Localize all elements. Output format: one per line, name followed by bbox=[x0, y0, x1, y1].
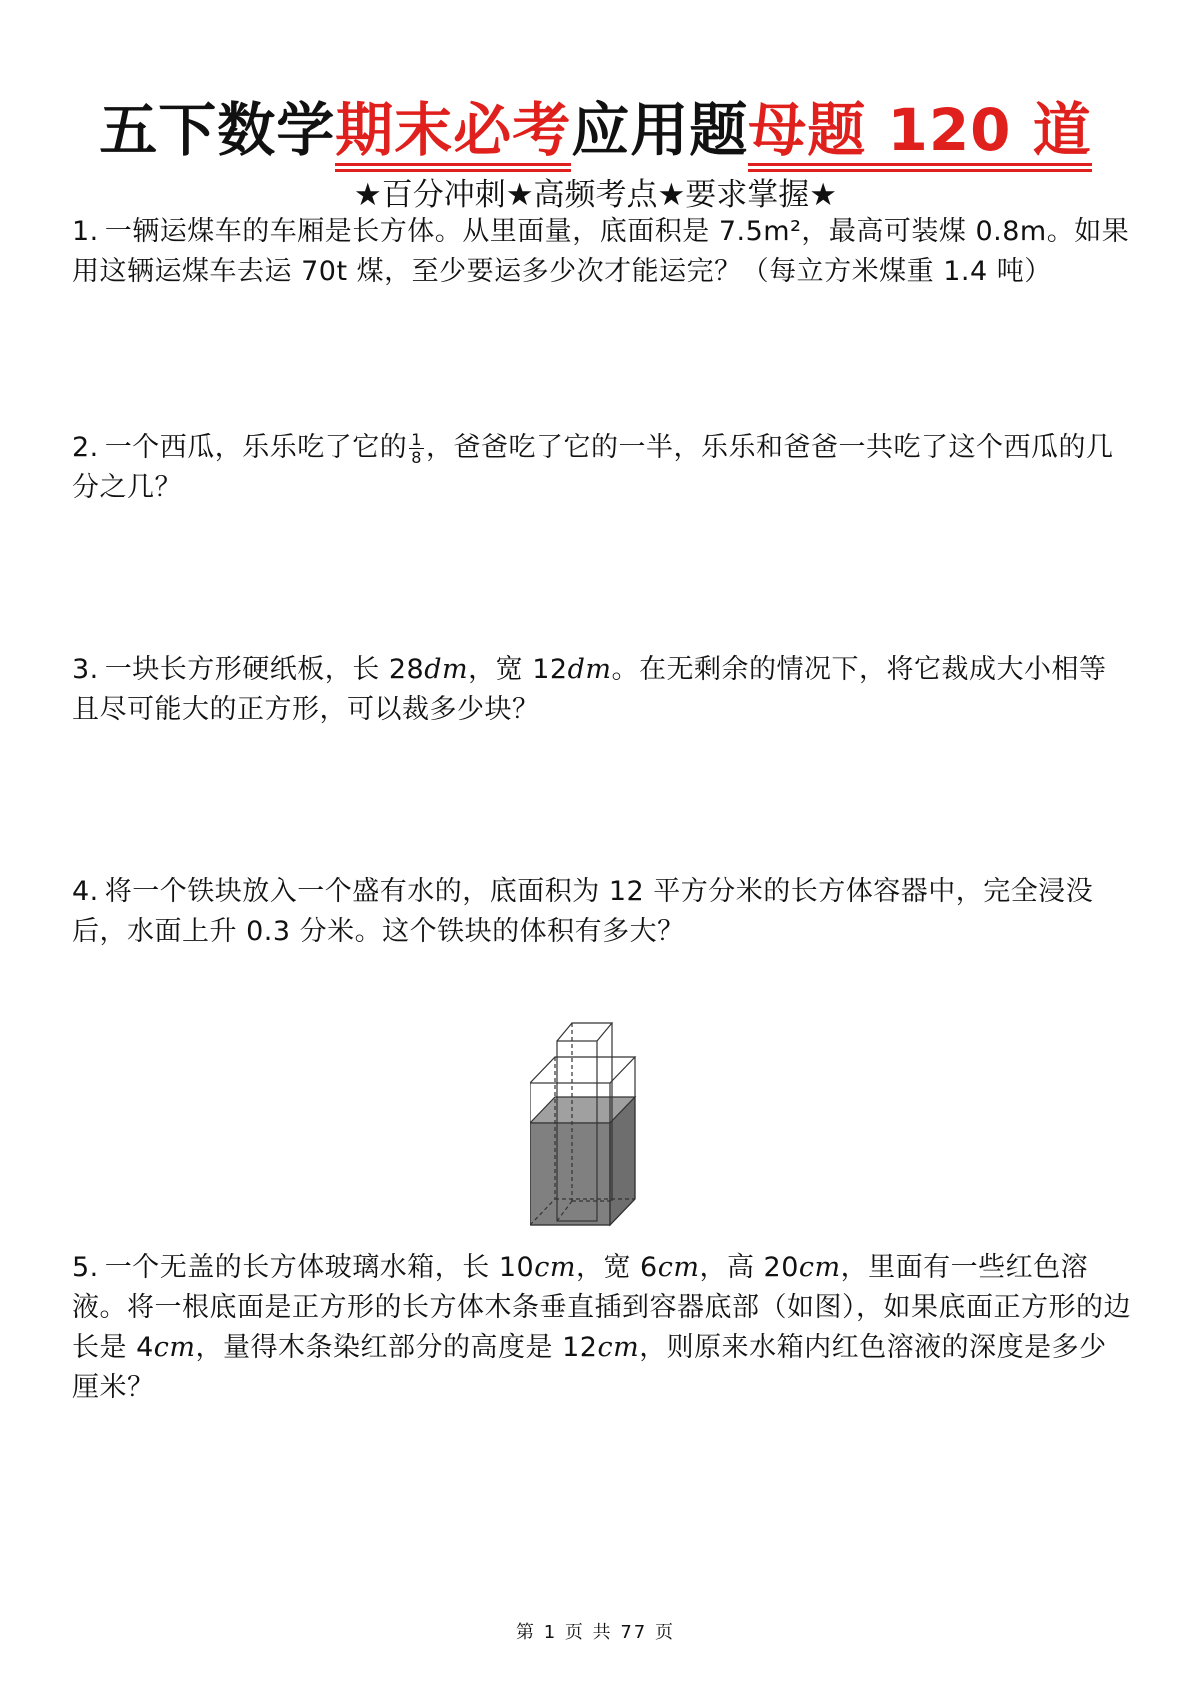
question-text: ，高 20 bbox=[699, 1252, 799, 1283]
question-2 bbox=[72, 428, 1132, 508]
title-part-3: 应用题 bbox=[571, 96, 749, 164]
question-number: 2. bbox=[72, 432, 99, 463]
question-text: 一个无盖的长方体玻璃水箱，长 10 bbox=[104, 1252, 535, 1283]
question-number: 1. bbox=[72, 216, 99, 247]
question-5 bbox=[72, 1248, 1132, 1408]
question-text: ，宽 12 bbox=[468, 654, 568, 685]
page-title bbox=[0, 92, 1191, 168]
unit-cm: cm bbox=[597, 1332, 640, 1363]
title-highlight-1: 期末必考 bbox=[335, 92, 571, 168]
question-text: ，则原来水箱内红色溶液的深度是多少厘米？ bbox=[72, 1332, 1107, 1403]
unit-cm: cm bbox=[534, 1252, 576, 1283]
question-text: ，宽 6 bbox=[575, 1252, 658, 1283]
container-bar-figure bbox=[530, 1015, 665, 1230]
question-3 bbox=[72, 650, 1132, 730]
question-number: 3. bbox=[72, 654, 99, 685]
question-4 bbox=[72, 872, 1132, 952]
question-text: 。在无剩余的情况下，将它裁成大小相等且尽可能大的正方形，可以裁多少块？ bbox=[72, 654, 1107, 725]
unit-cm: cm bbox=[798, 1252, 841, 1283]
question-text: 一块长方形硬纸板，长 28 bbox=[104, 654, 425, 685]
unit-dm: dm bbox=[567, 654, 612, 685]
question-1 bbox=[72, 212, 1132, 292]
unit-cm: cm bbox=[657, 1252, 700, 1283]
question-text: 一辆运煤车的车厢是长方体。从里面量，底面积是 7.5m²，最高可装煤 0.8m。如果用这辆运煤车去运 70t 煤，至少要运多少次才能运完？（每立方米煤重 1.4 吨） bbox=[72, 216, 1130, 287]
page-subtitle: ★百分冲刺★高频考点★要求掌握★ bbox=[353, 177, 838, 213]
page-footer: 第 1 页 共 77 页 bbox=[516, 1622, 675, 1643]
question-text-b: ，爸爸吃了它的一半，乐乐和爸爸一共吃了这个西瓜的几分之几？ bbox=[72, 432, 1114, 503]
unit-cm: cm bbox=[153, 1332, 196, 1363]
question-text-a: 一个西瓜，乐乐吃了它的 bbox=[104, 432, 408, 463]
question-text: ，里面有一些红色溶液。将一根底面是正方形的长方体木条垂直插到容器底部（如图），如果底面正方形的边长是 4 bbox=[72, 1252, 1131, 1363]
question-text: ，量得木条染红部分的高度是 12 bbox=[195, 1332, 598, 1363]
question-number: 5. bbox=[72, 1252, 99, 1283]
wood-bar-top bbox=[557, 1023, 612, 1041]
water-front bbox=[530, 1123, 610, 1225]
fraction-denominator: 8 bbox=[411, 448, 422, 467]
title-part-1: 五下数学 bbox=[99, 96, 336, 164]
container-top bbox=[530, 1057, 635, 1083]
fraction-numerator: 1 bbox=[411, 430, 422, 449]
title-highlight-2: 母题 120 道 bbox=[748, 92, 1091, 168]
question-number: 4. bbox=[72, 876, 99, 907]
question-text: 将一个铁块放入一个盛有水的，底面积为 12 平方分米的长方体容器中，完全浸没后，水面上升 0.3 分米。这个铁块的体积有多大？ bbox=[72, 876, 1094, 947]
fraction bbox=[409, 431, 424, 466]
unit-dm: dm bbox=[424, 654, 469, 685]
